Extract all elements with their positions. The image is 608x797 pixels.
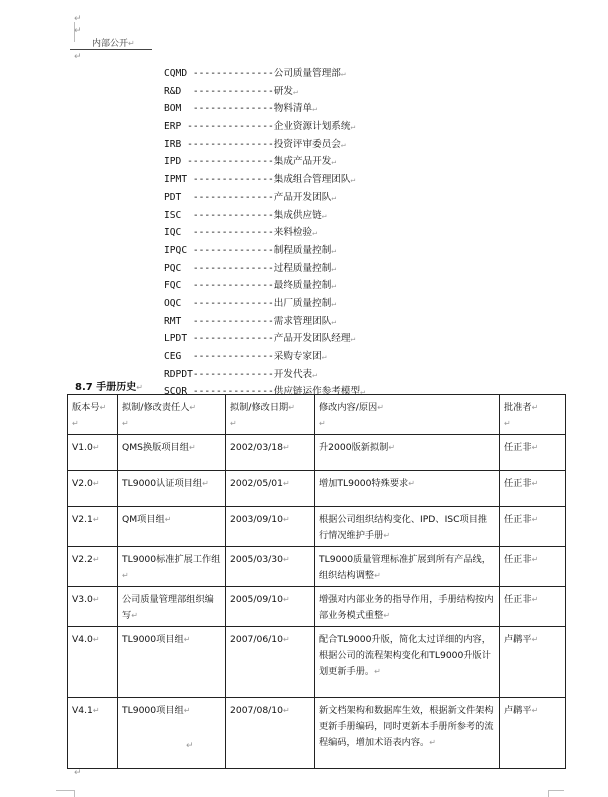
abbreviation-meaning: 集成供应链 — [273, 209, 322, 221]
abbreviation-dashes: --------------- — [181, 138, 274, 150]
abbreviation-code: IPMT — [164, 174, 188, 186]
paragraph-mark: ↵ — [321, 210, 327, 220]
abbreviation-item — [164, 136, 365, 154]
abbreviation-meaning: 采购专家团 — [273, 351, 322, 362]
table-row — [68, 435, 566, 471]
cell-approver: 卢䴙平↵ — [500, 627, 566, 698]
abbreviation-code: CQMD — [164, 68, 188, 79]
cell-version: V1.0↵ — [68, 435, 118, 471]
section-title: 手册历史 — [96, 382, 137, 393]
abbreviation-dashes: -------------- — [181, 209, 274, 221]
paragraph-mark: ↵ — [331, 281, 337, 291]
paragraph-mark: ↵ — [292, 86, 298, 96]
paragraph-mark: ↵ — [331, 298, 337, 308]
cell-date: 2007/06/10↵ — [226, 627, 315, 698]
cell-author: QM项目组↵ — [118, 507, 226, 547]
paragraph-mark: ↵ — [340, 139, 346, 149]
abbreviation-item — [164, 242, 365, 260]
cell-date: 2002/05/01↵ — [226, 471, 315, 507]
abbreviation-meaning: 来料检验 — [273, 227, 313, 239]
abbreviation-dashes: -------------- — [181, 85, 274, 97]
abbreviation-meaning: 公司质量管理部 — [273, 68, 341, 79]
abbreviation-meaning: 企业资源计划系统 — [273, 121, 351, 133]
abbreviation-item — [164, 366, 365, 384]
margin-corner-bottom-left — [56, 790, 74, 791]
paragraph-mark: ↵ — [340, 69, 346, 78]
paragraph-mark: ↵ — [350, 122, 356, 132]
abbreviation-meaning: 制程质量控制 — [273, 244, 332, 256]
header-author: 拟制/修改责任人↵ ↵ — [118, 395, 226, 435]
paragraph-mark: ↵ — [360, 387, 365, 397]
abbreviation-dashes: -------------- — [187, 386, 274, 398]
abbreviation-dashes: -------------- — [181, 191, 274, 203]
abbreviation-code: CEG — [164, 351, 182, 362]
cell-content: 升2000版新拟制↵ — [315, 435, 500, 471]
cell-author: TL9000项目组↵ — [118, 698, 226, 769]
abbreviation-dashes: -------------- — [187, 333, 274, 345]
abbreviation-item — [164, 153, 365, 171]
abbreviation-meaning: 物料清单 — [273, 103, 313, 115]
abbreviation-meaning: 集成组合管理团队 — [273, 174, 351, 186]
abbreviation-item — [164, 313, 365, 331]
paragraph-mark: ↵ — [312, 104, 317, 114]
abbreviation-dashes: -------------- — [181, 227, 274, 239]
cell-content: 新文档架构和数据库生效，根据新文件架构更新手册编码，同时更新本手册所参考的流程编码，增加术语表内容。↵ — [315, 698, 500, 769]
abbreviation-code: PDT — [164, 191, 182, 203]
paragraph-mark: ↵ — [74, 26, 82, 36]
cell-version: V2.1↵ — [68, 507, 118, 547]
abbreviation-meaning: 集成产品开发 — [273, 156, 332, 168]
margin-corner-bottom-left-v — [74, 790, 75, 797]
abbreviation-code: IPQC — [164, 244, 188, 256]
paragraph-mark: ↵ — [350, 175, 356, 185]
cell-date: 2007/08/10↵ — [226, 698, 315, 769]
cell-date: 2005/09/10↵ — [226, 587, 315, 627]
cell-author: QMS换版项目组↵ — [118, 435, 226, 471]
abbreviation-code: OQC — [164, 297, 182, 309]
abbreviation-meaning: 开发代表 — [273, 368, 313, 380]
paragraph-mark: ↵ — [74, 52, 82, 62]
abbreviation-meaning: 需求管理团队 — [273, 315, 332, 327]
section-heading — [75, 378, 143, 393]
abbreviation-dashes: -------------- — [192, 368, 274, 380]
abbreviation-dashes: -------------- — [187, 174, 274, 186]
paragraph-mark: ↵ — [136, 383, 143, 392]
abbreviation-code: ERP — [164, 121, 182, 133]
header-content: 修改内容/原因↵ ↵ — [315, 395, 500, 435]
history-table — [67, 394, 566, 769]
abbreviation-item — [164, 65, 365, 83]
cell-approver: 任正非↵ — [500, 547, 566, 587]
paragraph-mark: ↵ — [331, 245, 337, 255]
cell-content: 配合TL9000升版，简化太过详细的内容，根据公司的流程架构变化和TL9000升版计划更新手册。↵ — [315, 627, 500, 698]
paragraph-mark: ↵ — [128, 39, 135, 48]
cell-version: V2.2↵ — [68, 547, 118, 587]
paragraph-mark: ↵ — [312, 369, 317, 379]
abbreviation-item — [164, 260, 365, 278]
margin-corner-bottom-right — [548, 790, 564, 791]
abbreviation-item — [164, 348, 365, 366]
abbreviation-item — [164, 295, 365, 313]
paragraph-mark: ↵ — [312, 228, 317, 238]
abbreviation-code: ISC — [164, 209, 182, 221]
abbreviation-meaning: 产品开发团队 — [273, 191, 332, 203]
abbreviation-code: BOM — [164, 103, 182, 115]
abbreviation-dashes: -------------- — [187, 68, 274, 79]
abbreviation-code: PQC — [164, 262, 182, 274]
cell-content: 增加TL9000特殊要求↵ — [315, 471, 500, 507]
cell-approver: 任正非↵ — [500, 435, 566, 471]
section-number: 8.7 — [75, 382, 93, 393]
paragraph-mark: ↵ — [74, 768, 82, 778]
abbreviation-dashes: --------------- — [181, 121, 274, 133]
abbreviation-code: IQC — [164, 227, 182, 239]
paragraph-mark: ↵ — [331, 316, 337, 326]
abbreviation-item — [164, 171, 365, 189]
cell-approver: 任正非↵ — [500, 507, 566, 547]
header-version: 版本号↵ ↵ — [68, 395, 118, 435]
cell-content: TL9000质量管理标准扩展到所有产品线，组织结构调整↵ — [315, 547, 500, 587]
abbreviation-code: RDPDT — [164, 368, 193, 380]
paragraph-mark: ↵ — [321, 352, 327, 361]
margin-corner-bottom-right-v — [548, 790, 549, 797]
table-row — [68, 547, 566, 587]
abbreviation-code: LPDT — [164, 333, 188, 345]
abbreviation-item — [164, 118, 365, 136]
cell-date: 2002/03/18↵ — [226, 435, 315, 471]
abbreviation-item — [164, 189, 365, 207]
cell-author: TL9000项目组↵ — [118, 627, 226, 698]
header-label: 内部公开 — [92, 39, 129, 49]
paragraph-mark: ↵ — [350, 334, 356, 344]
abbreviation-dashes: -------------- — [181, 280, 274, 292]
abbreviation-code: R&D — [164, 85, 182, 97]
abbreviation-code: IRB — [164, 138, 182, 150]
cell-date: 2005/03/30↵ — [226, 547, 315, 587]
header-date: 拟制/修改日期↵ ↵ — [226, 395, 315, 435]
header-approver: 批准者↵ ↵ — [500, 395, 566, 435]
abbreviation-meaning: 投资评审委员会 — [273, 138, 341, 150]
abbreviation-meaning: 过程质量控制 — [273, 262, 332, 274]
paragraph-mark: ↵ — [331, 157, 337, 167]
abbreviation-item — [164, 207, 365, 225]
cell-content: 增强对内部业务的指导作用，手册结构按内部业务模式重整↵ — [315, 587, 500, 627]
abbreviation-dashes: -------------- — [181, 262, 274, 274]
cell-content: 根据公司组织结构变化、IPD、ISC项目推行情况维护手册↵ — [315, 507, 500, 547]
abbreviation-item — [164, 100, 365, 118]
paragraph-mark: ↵ — [74, 14, 82, 24]
cell-version: V4.0↵ — [68, 627, 118, 698]
cell-approver: 卢䴙平↵ — [500, 698, 566, 769]
paragraph-mark: ↵ — [331, 263, 337, 273]
cell-author: TL9000认证项目组↵ — [118, 471, 226, 507]
abbreviation-list — [164, 65, 365, 401]
header-rule — [70, 49, 152, 50]
cell-approver: 任正非↵ — [500, 587, 566, 627]
abbreviation-code: RMT — [164, 315, 182, 327]
abbreviation-meaning: 研发 — [273, 85, 293, 97]
abbreviation-meaning: 产品开发团队经理 — [273, 333, 351, 345]
abbreviation-item — [164, 277, 365, 295]
paragraph-mark: ↵ — [331, 192, 337, 202]
table-row — [68, 507, 566, 547]
table-row — [68, 587, 566, 627]
abbreviation-dashes: -------------- — [181, 103, 274, 115]
cell-version: V3.0↵ — [68, 587, 118, 627]
paragraph-mark: ↵ — [186, 741, 194, 751]
cell-approver: 任正非↵ — [500, 471, 566, 507]
cell-author: TL9000标准扩展工作组↵ — [118, 547, 226, 587]
table-row — [68, 471, 566, 507]
abbreviation-dashes: -------------- — [181, 351, 274, 362]
abbreviation-dashes: -------------- — [187, 244, 274, 256]
abbreviation-code: SCOR — [164, 386, 188, 398]
table-header-row — [68, 395, 566, 435]
abbreviation-meaning: 最终质量控制 — [273, 280, 332, 292]
cell-version: V2.0↵ — [68, 471, 118, 507]
abbreviation-item — [164, 224, 365, 242]
cell-date: 2003/09/10↵ — [226, 507, 315, 547]
table-row — [68, 698, 566, 769]
page-header — [92, 36, 135, 49]
abbreviation-code: IPD — [164, 156, 182, 168]
abbreviation-dashes: -------------- — [181, 315, 274, 327]
cell-version: V4.1↵ — [68, 698, 118, 769]
abbreviation-item — [164, 330, 365, 348]
table-row — [68, 627, 566, 698]
abbreviation-meaning: 供应链运作参考模型 — [273, 386, 361, 398]
abbreviation-item — [164, 83, 365, 101]
abbreviation-meaning: 出厂质量控制 — [273, 297, 332, 309]
abbreviation-code: FQC — [164, 280, 182, 292]
abbreviation-dashes: --------------- — [181, 156, 274, 168]
cell-author: 公司质量管理部组织编写↵ — [118, 587, 226, 627]
abbreviation-dashes: -------------- — [181, 297, 274, 309]
